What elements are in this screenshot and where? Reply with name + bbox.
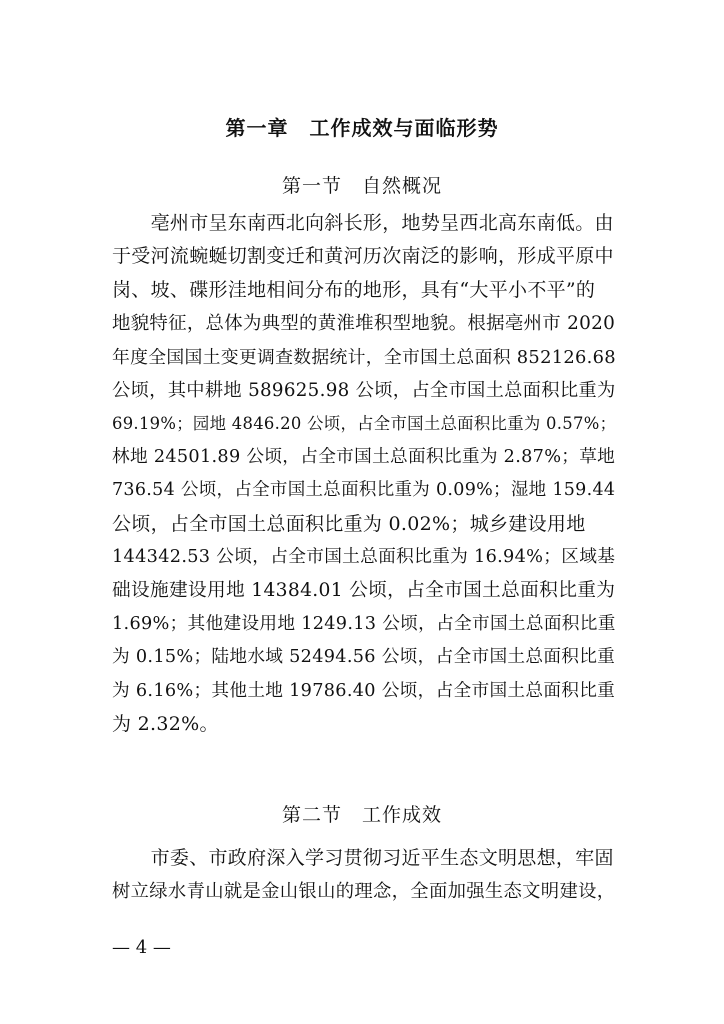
text-line: 树立绿水青山就是金山银山的理念，全面加强生态文明建设， [112, 881, 616, 903]
text-line: 公顷，其中耕地 589625.98 公顷，占全市国土总面积比重为 [112, 380, 616, 402]
text-line: 于受河流蜿蜒切割变迁和黄河历次南泛的影响，形成平原中 [112, 245, 614, 268]
section-title-natural-overview: 第一节 自然概况 [281, 175, 442, 197]
text-line: 736.54 公顷，占全市国土总面积比重为 0.09%；湿地 159.44 [112, 480, 616, 501]
paragraph-natural-overview [112, 207, 618, 742]
text-line: 为 6.16%；其他土地 19786.40 公顷，占全市国土总面积比重 [112, 680, 616, 701]
text-line: 市委、市政府深入学习贯彻习近平生态文明思想，牢固 [112, 847, 614, 869]
text-line: 69.19%；园地 4846.20 公顷，占全市国土总面积比重为 0.57%； [112, 414, 617, 434]
text-line: 为 2.32%。 [112, 713, 219, 736]
chapter-title: 第一章 工作成效与面临形势 [225, 116, 499, 140]
text-line: 为 0.15%；陆地水域 52494.56 公顷，占全市国土总面积比重 [112, 647, 616, 668]
text-line: 公顷，占全市国土总面积比重为 0.02%；城乡建设用地 [112, 512, 586, 535]
text-line: 年度全国国土变更调查数据统计，全市国土总面积 852126.68 [112, 346, 616, 368]
page-number: — 4 — [112, 937, 171, 958]
section-title-work-results: 第二节 工作成效 [281, 804, 442, 826]
text-line: 林地 24501.89 公顷，占全市国土总面积比重为 2.87%；草地 [112, 446, 616, 467]
text-line: 岗、坡、碟形洼地相间分布的地形，具有“大平小不平”的 [112, 278, 596, 301]
text-line: 亳州市呈东南西北向斜长形，地势呈西北高东南低。由 [112, 212, 614, 234]
text-line: 144342.53 公顷，占全市国土总面积比重为 16.94%；区域基 [112, 547, 616, 568]
text-line: 础设施建设用地 14384.01 公顷，占全市国土总面积比重为 [112, 580, 616, 602]
text-line: 地貌特征，总体为典型的黄淮堆积型地貌。根据亳州市 2020 [112, 313, 616, 335]
text-line: 1.69%；其他建设用地 1249.13 公顷，占全市国土总面积比重 [112, 613, 616, 634]
paragraph-work-results [112, 842, 618, 909]
